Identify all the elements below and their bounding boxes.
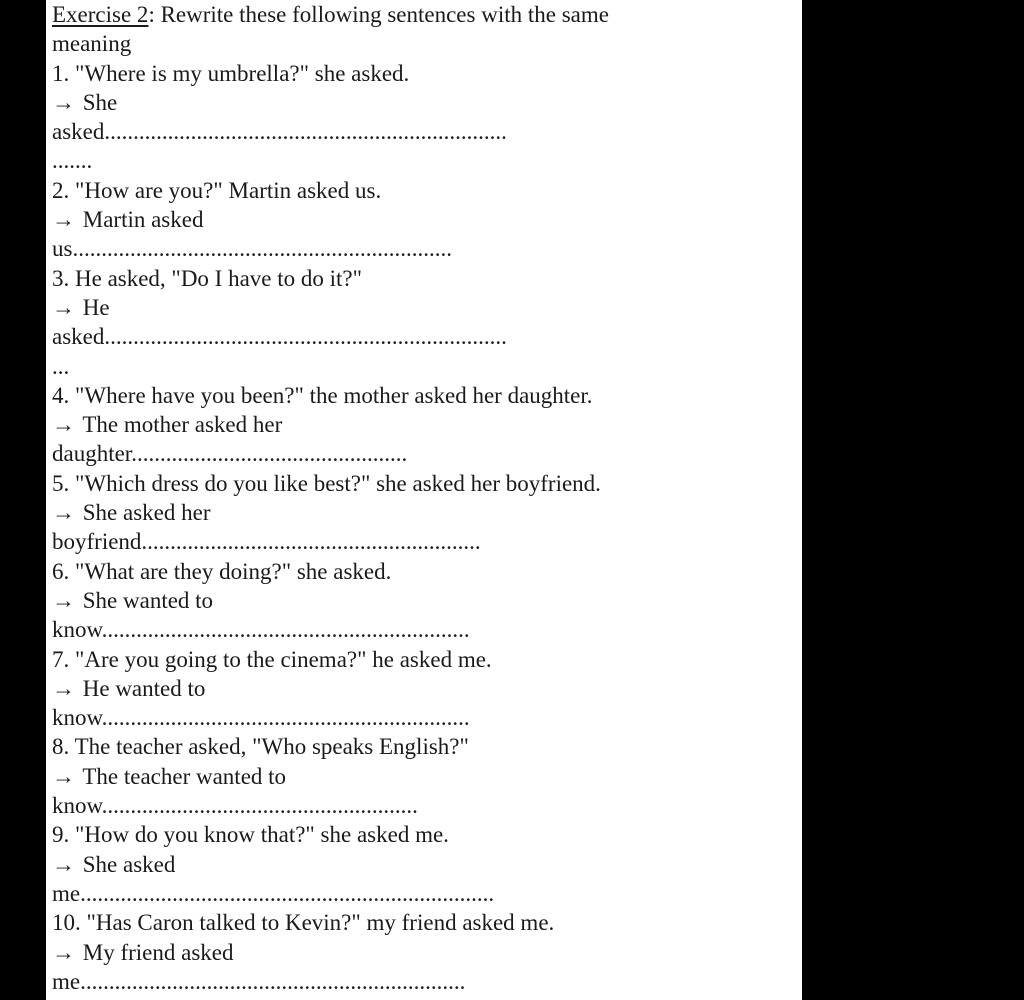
item-prompt (52, 293, 752, 322)
arrow-right-icon: → (52, 500, 75, 526)
item-answer-line[interactable]: know................................................................ (52, 705, 470, 731)
item-prompt (52, 674, 752, 703)
item-question: 8. The teacher asked, "Who speaks English?" (52, 734, 469, 760)
item-answer-line-cont[interactable]: ... (52, 353, 70, 379)
item-question: 4. "Where have you been?" the mother asked her daughter. (52, 382, 593, 408)
arrow-right-icon: → (52, 851, 75, 877)
arrow-right-icon: → (52, 207, 75, 233)
item-prompt (52, 762, 752, 791)
item-answer-line[interactable]: asked...................................................................... (52, 324, 507, 350)
item-prompt-text: She (82, 89, 118, 115)
exercise-items (52, 59, 752, 997)
item-answer-line[interactable]: me................................................................... (52, 968, 466, 994)
item-prompt (52, 205, 752, 234)
arrow-right-icon: → (52, 587, 75, 613)
item-prompt (52, 938, 752, 967)
item-prompt-text: My friend asked (82, 939, 234, 965)
arrow-right-icon: → (52, 412, 75, 438)
arrow-right-icon: → (52, 675, 75, 701)
exercise-instruction-cont: meaning (52, 31, 132, 57)
item-question: 1. "Where is my umbrella?" she asked. (52, 60, 410, 86)
exercise-label: Exercise 2 (52, 2, 149, 27)
item-prompt (52, 410, 752, 439)
item-prompt-text: She asked her (82, 500, 211, 526)
item-question: 3. He asked, "Do I have to do it?" (52, 265, 363, 291)
exercise-instruction: : Rewrite these following sentences with the same (148, 2, 609, 27)
exercise-heading (52, 0, 752, 29)
item-prompt-text: He wanted to (82, 675, 206, 701)
item-prompt-text: He (82, 294, 110, 320)
arrow-right-icon: → (52, 294, 75, 320)
item-prompt-text: She wanted to (82, 587, 214, 613)
item-question: 5. "Which dress do you like best?" she asked her boyfriend. (52, 470, 601, 496)
item-question: 6. "What are they doing?" she asked. (52, 558, 392, 584)
item-prompt (52, 850, 752, 879)
item-answer-line-cont[interactable]: ....... (52, 148, 93, 174)
item-answer-line[interactable]: daughter................................................ (52, 441, 408, 467)
arrow-right-icon: → (52, 763, 75, 789)
item-answer-line[interactable]: me........................................................................ (52, 880, 495, 906)
exercise-document (52, 0, 752, 996)
item-prompt (52, 498, 752, 527)
item-question: 9. "How do you know that?" she asked me. (52, 822, 449, 848)
item-prompt-text: She asked (82, 851, 176, 877)
item-prompt (52, 88, 752, 117)
item-answer-line[interactable]: know................................................................ (52, 617, 470, 643)
item-answer-line[interactable]: asked...................................................................... (52, 119, 507, 145)
item-prompt-text: The teacher wanted to (82, 763, 287, 789)
item-prompt-text: Martin asked (82, 207, 204, 233)
item-question: 7. "Are you going to the cinema?" he asked me. (52, 646, 492, 672)
item-question: 2. "How are you?" Martin asked us. (52, 177, 382, 203)
item-prompt-text: The mother asked her (82, 412, 283, 438)
item-answer-line[interactable]: boyfriend........................................................... (52, 529, 481, 555)
item-prompt (52, 586, 752, 615)
item-question: 10. "Has Caron talked to Kevin?" my friend asked me. (52, 910, 555, 936)
item-answer-line[interactable]: us.................................................................. (52, 236, 452, 262)
arrow-right-icon: → (52, 89, 75, 115)
item-answer-line[interactable]: know....................................................... (52, 793, 418, 819)
arrow-right-icon: → (52, 939, 75, 965)
